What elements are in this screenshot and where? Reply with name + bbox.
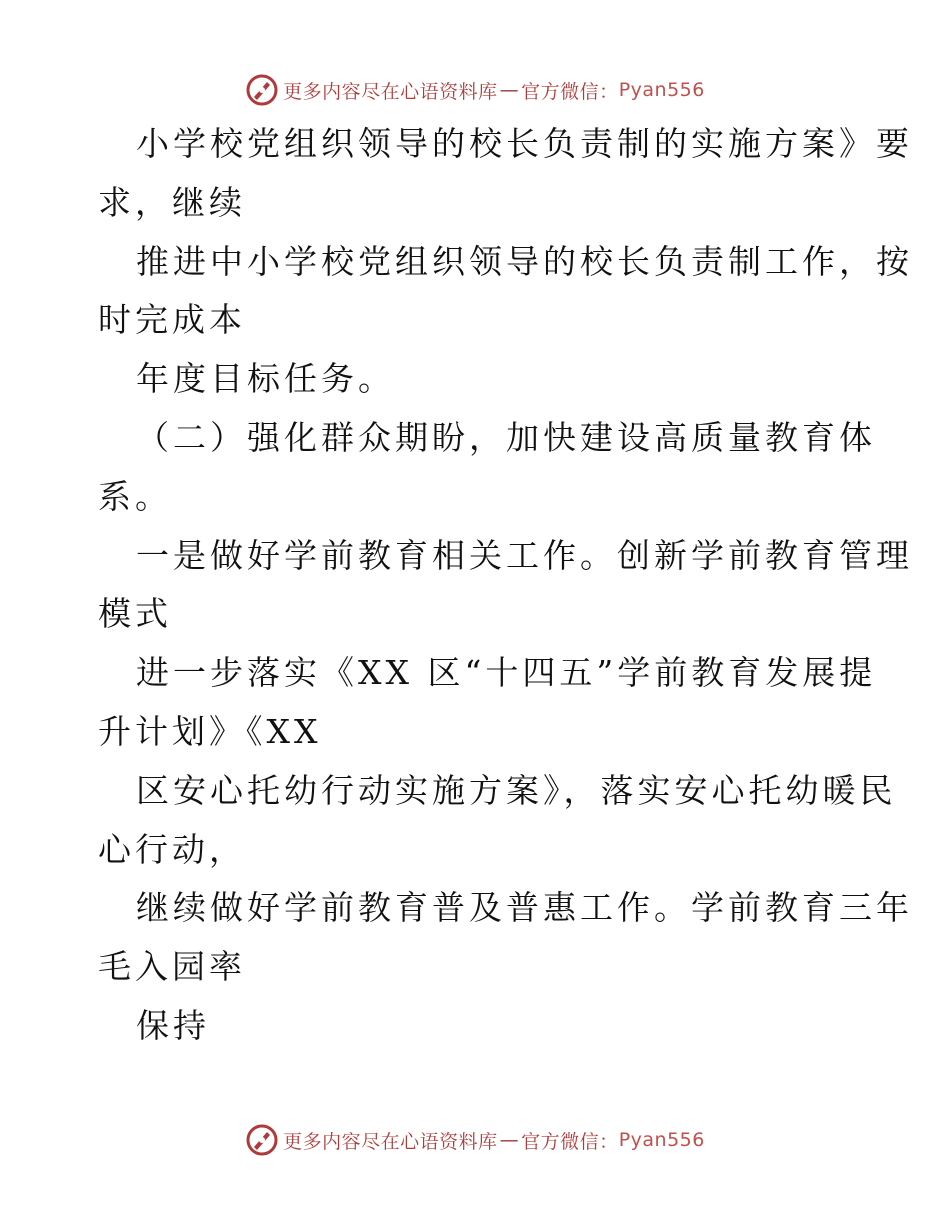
- text-line: 求，继续: [98, 182, 246, 222]
- text-line: 心行动，: [98, 829, 246, 869]
- watermark-wechat-id: Pyan556: [618, 1129, 705, 1151]
- watermark-dash: —: [499, 79, 520, 101]
- text-line: 时完成本: [98, 300, 246, 340]
- quill-logo-icon: [245, 73, 279, 107]
- watermark-dash: —: [499, 1129, 520, 1151]
- watermark-suffix-label: 官方微信：: [521, 80, 619, 103]
- text-line: 保持: [136, 1005, 210, 1045]
- quill-logo-icon: [245, 1123, 279, 1157]
- document-body: [98, 115, 913, 1056]
- text-line: 系。: [98, 476, 172, 516]
- text-line: 一是做好学前教育相关工作。创新学前教育管理: [136, 535, 913, 575]
- watermark-text: 更多内容尽在心语资料库: [283, 80, 498, 103]
- text-line: 模式: [98, 594, 172, 634]
- text-line: 继续做好学前教育普及普惠工作。学前教育三年: [136, 888, 913, 928]
- text-line: 升计划》《XX: [98, 711, 322, 751]
- watermark-wechat-id: Pyan556: [618, 79, 705, 101]
- text-line: 进一步落实《XX 区“十四五”学前教育发展提: [136, 653, 877, 693]
- watermark-text: 更多内容尽在心语资料库: [283, 1130, 498, 1153]
- footer-watermark: [0, 1120, 950, 1160]
- text-line: 小学校党组织领导的校长负责制的实施方案》要: [136, 124, 913, 163]
- text-line: 毛入园率: [98, 947, 246, 987]
- text-line: 推进中小学校党组织领导的校长负责制工作，按: [136, 241, 913, 281]
- text-line: 区安心托幼行动实施方案》，落实安心托幼暖民: [136, 770, 897, 810]
- header-watermark: [0, 70, 950, 110]
- text-line: 年度目标任务。: [136, 359, 395, 399]
- watermark-suffix-label: 官方微信：: [521, 1130, 619, 1153]
- text-line: （二）强化群众期盼，加快建设高质量教育体: [136, 417, 876, 457]
